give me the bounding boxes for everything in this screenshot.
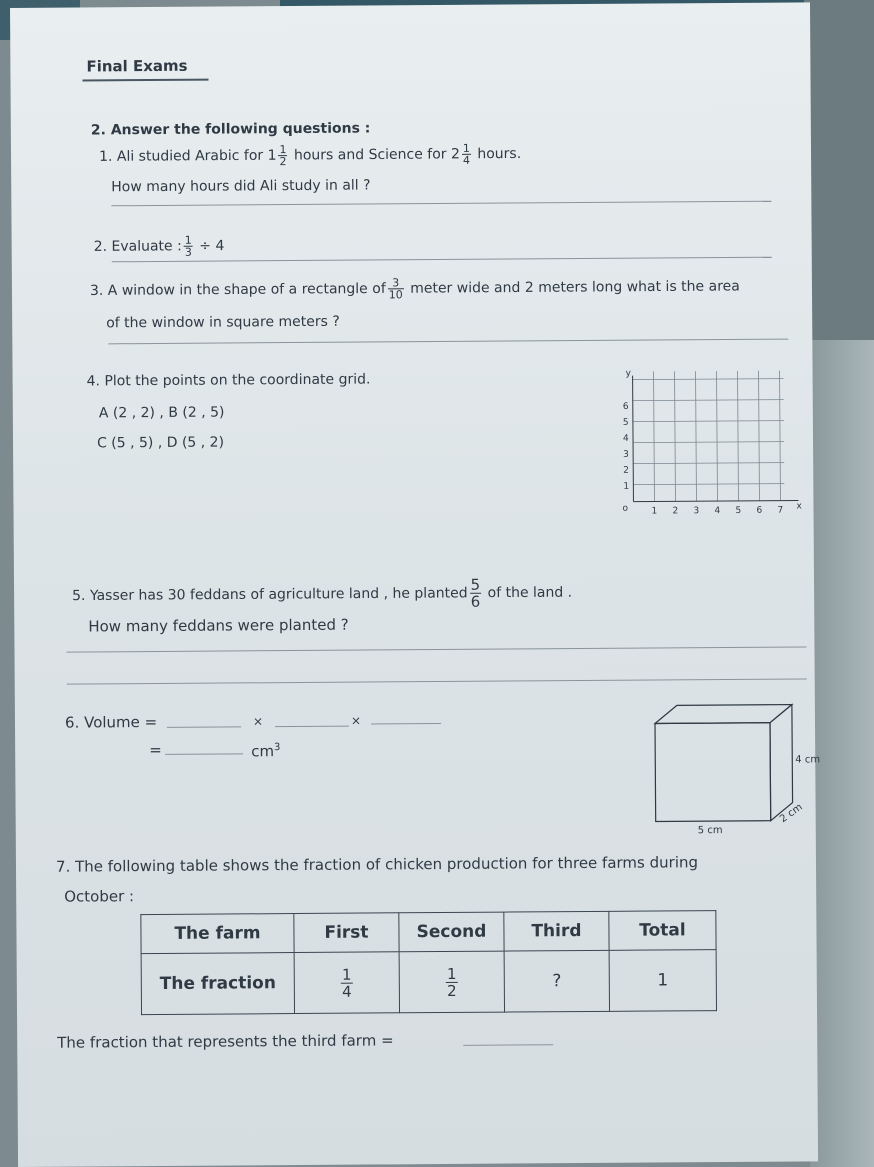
fraction-numerator: 1 (446, 964, 457, 983)
fraction-denominator: 3 (184, 245, 192, 259)
unit-text: cm (251, 742, 275, 761)
coordinate-grid[interactable] (602, 362, 803, 533)
grid-lines (633, 371, 785, 502)
question-4: 4. Plot the points on the coordinate grid. (86, 371, 371, 390)
prism-top-face (655, 705, 792, 724)
q6-blank-1[interactable] (167, 726, 241, 728)
table-cell-third: ? (504, 950, 609, 1012)
y-axis-label: y (625, 368, 631, 379)
table-cell-first (294, 952, 399, 1014)
q1-question: How many hours did Ali study in all ? (111, 177, 371, 196)
prism-height-label: 4 cm (795, 754, 821, 766)
times-sign: × (350, 713, 362, 728)
q6-volume-label: 6. Volume = (64, 712, 158, 732)
q1-science-fraction (462, 143, 471, 166)
q5-question: How many feddans were planted ? (88, 615, 349, 636)
question-3 (90, 275, 740, 303)
answer-line[interactable] (111, 201, 771, 207)
answer-line[interactable] (67, 678, 807, 684)
grid-line-horizontal (633, 421, 784, 422)
section-title: 2. Answer the following questions : (90, 120, 371, 139)
prism-side-face (770, 705, 793, 821)
q6-equals: = (149, 740, 162, 760)
q6-blank-result[interactable] (165, 753, 243, 755)
q2-fraction (184, 235, 193, 258)
grid-line-vertical (759, 371, 760, 501)
second-fraction (446, 965, 458, 998)
title-underline (83, 79, 209, 82)
q3-fraction (388, 277, 404, 300)
prism-width-label: 5 cm (697, 825, 723, 837)
y-tick-label: 5 (622, 417, 629, 428)
answer-line[interactable] (463, 1044, 553, 1046)
x-tick-label: 2 (672, 506, 679, 517)
fraction-numerator: 3 (388, 277, 404, 289)
y-tick-label: 2 (623, 465, 630, 476)
prism-front-face (655, 723, 771, 822)
q5-text-a: 5. Yasser has 30 feddans of agriculture land , he planted (72, 585, 468, 605)
q6-blank-3[interactable] (371, 723, 441, 724)
y-tick-label: 6 (622, 401, 629, 412)
table-header-cell: Third (504, 911, 609, 951)
fraction-denominator: 4 (462, 153, 470, 167)
q3-text-a: 3. A window in the shape of a rectangle of (89, 280, 386, 299)
background-side-dark (804, 0, 874, 340)
q1-text-c: hours. (477, 145, 522, 163)
q3-text-b: meter wide and 2 meters long what is the area (410, 278, 740, 297)
grid-line-horizontal (633, 463, 784, 464)
table-header-cell: Total (609, 911, 716, 951)
page-title: Final Exams (86, 56, 188, 76)
table-cell-total: 1 (609, 950, 716, 1012)
grid-line-horizontal (633, 442, 784, 443)
q2-rest: ÷ 4 (199, 238, 225, 255)
fraction-denominator: 6 (470, 592, 481, 611)
y-axis (633, 376, 634, 502)
grid-line-vertical (675, 371, 676, 501)
grid-line-horizontal (633, 379, 784, 380)
x-tick-label: 1 (651, 506, 658, 517)
q1-arabic-fraction (278, 144, 287, 167)
grid-line-vertical (654, 372, 655, 502)
table-header-row (141, 911, 716, 954)
x-tick-label: 4 (714, 506, 721, 517)
rectangular-prism (645, 702, 821, 838)
first-fraction (341, 966, 353, 999)
q1-text-a: 1. Ali studied Arabic for 1 (98, 147, 277, 165)
y-tick-labels (623, 402, 630, 492)
table-header-cell: Second (399, 912, 504, 952)
fraction-numerator: 5 (470, 575, 481, 594)
y-tick-label: 4 (622, 433, 629, 444)
y-tick-label: 1 (623, 481, 630, 492)
fraction-numerator: 1 (279, 143, 287, 157)
q5-fraction (469, 577, 481, 610)
exam-paper (10, 2, 821, 1167)
farm-table (140, 910, 717, 1015)
q4-points-2: C (5 , 5) , D (5 , 2) (96, 434, 225, 452)
fraction-denominator: 2 (447, 981, 457, 1000)
x-tick-label: 3 (693, 506, 700, 517)
fraction-denominator: 4 (342, 982, 352, 1001)
grid-line-vertical (780, 371, 781, 501)
grid-line-horizontal (633, 400, 784, 401)
q1-text-b: hours and Science for 2 (293, 146, 460, 164)
q6-unit (251, 742, 280, 760)
x-axis-label: x (796, 501, 802, 512)
x-tick-labels (651, 506, 783, 517)
q5-text-b: of the land . (487, 584, 573, 602)
grid-line-vertical (738, 371, 739, 501)
table-header-cell: First (294, 913, 399, 953)
q2-label: 2. Evaluate : (93, 238, 182, 255)
question-7: 7. The following table shows the fraction of chicken production for three farms during (55, 853, 699, 876)
grid-line-vertical (717, 371, 718, 501)
grid-line-horizontal (633, 484, 784, 485)
times-sign: × (252, 714, 264, 729)
table-row (141, 950, 716, 1015)
table-cell-second (399, 951, 504, 1013)
fraction-denominator: 10 (388, 288, 403, 302)
q6-blank-2[interactable] (275, 726, 349, 728)
prism-depth-label: 2 cm (778, 801, 805, 826)
fraction-numerator: 1 (341, 965, 352, 984)
table-header-cell: The farm (141, 914, 294, 954)
question-5 (72, 576, 572, 612)
table-row-label: The fraction (141, 953, 294, 1015)
q3-line2: of the window in square meters ? (106, 313, 340, 332)
question-2 (94, 235, 225, 259)
q4-points-1: A (2 , 2) , B (2 , 5) (98, 404, 225, 422)
origin-label: o (622, 503, 629, 514)
question-1 (99, 142, 521, 168)
y-tick-label: 3 (623, 449, 629, 460)
fraction-numerator: 1 (184, 233, 192, 247)
answer-line[interactable] (108, 339, 788, 345)
answer-line[interactable] (66, 646, 806, 652)
unit-exponent: 3 (273, 742, 281, 754)
x-axis (633, 501, 798, 502)
x-tick-label: 7 (777, 505, 784, 516)
x-tick-label: 6 (756, 505, 763, 516)
fraction-denominator: 2 (279, 155, 287, 169)
x-tick-label: 5 (735, 505, 742, 516)
q7-line2: October : (64, 887, 135, 906)
grid-line-vertical (696, 371, 697, 501)
fraction-numerator: 1 (462, 141, 470, 155)
q7-final: The fraction that represents the third farm = (57, 1031, 394, 1052)
